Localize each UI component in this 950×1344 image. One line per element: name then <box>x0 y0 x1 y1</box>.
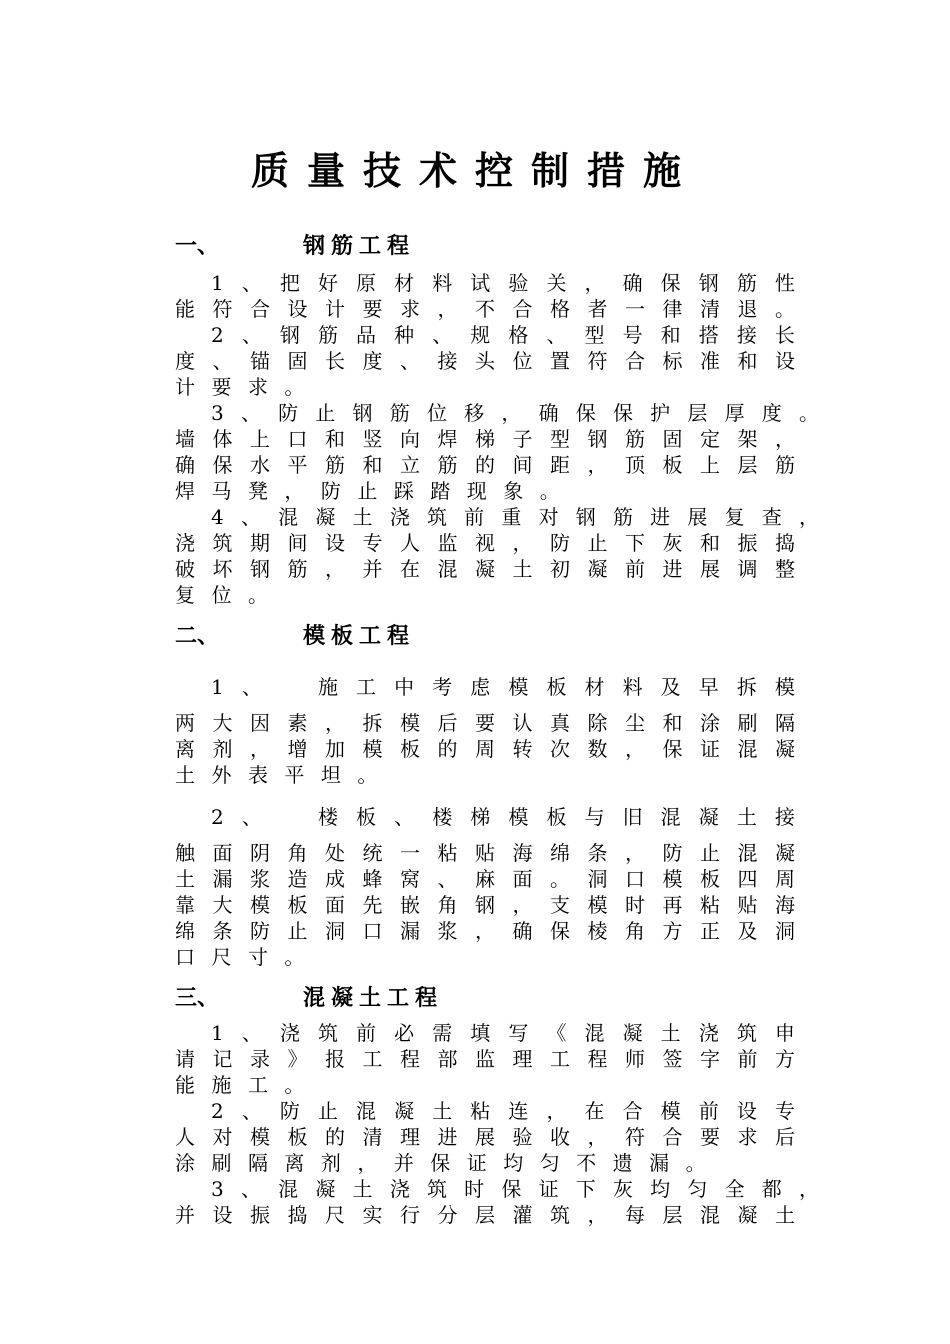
paragraph-line: 1 、 施 工 中 考 虑 模 板 材 料 及 早 拆 模 <box>211 675 795 699</box>
paragraph-line: 1 、 把 好 原 材 料 试 验 关 ， 确 保 钢 筋 性 <box>211 271 795 295</box>
paragraph-line: 两 大 因 素 ， 拆 模 后 要 认 真 除 尘 和 涂 刷 隔 <box>175 711 795 735</box>
section-heading <box>175 984 815 1012</box>
paragraph-line: 能 符 合 设 计 要 求 ， 不 合 格 者 一 律 清 退 。 <box>175 297 795 321</box>
paragraph-line: 墙 体 上 口 和 竖 向 焊 梯 子 型 钢 筋 固 定 架 ， <box>175 427 795 451</box>
section-heading-text: 模板工程 <box>303 623 416 649</box>
paragraph-line: 土 漏 浆 造 成 蜂 窝 、 麻 面 。 洞 口 模 板 四 周 <box>175 867 795 891</box>
paragraph-line: 确 保 水 平 筋 和 立 筋 的 间 距 ， 顶 板 上 层 筋 <box>175 453 795 477</box>
section-heading-text: 钢筋工程 <box>303 233 416 259</box>
paragraph-line: 破 坏 钢 筋 ， 并 在 混 凝 土 初 凝 前 进 展 调 整 <box>175 557 795 581</box>
paragraph-line: 2 、 钢 筋 品 种 、 规 格 、 型 号 和 搭 接 长 <box>211 323 795 347</box>
paragraph-line: 靠 大 模 板 面 先 嵌 角 钢 ， 支 模 时 再 粘 贴 海 <box>175 893 795 917</box>
section-heading <box>175 622 815 650</box>
paragraph-line: 绵 条 防 止 洞 口 漏 浆 ， 确 保 棱 角 方 正 及 洞 <box>175 919 795 943</box>
section-number: 三、 <box>175 985 220 1011</box>
paragraph-line: 1 、 浇 筑 前 必 需 填 写 《 混 凝 土 浇 筑 申 <box>211 1021 795 1045</box>
paragraph-line: 3 、 混 凝 土 浇 筑 时 保 证 下 灰 均 匀 全 都 ， <box>211 1177 819 1201</box>
paragraph-line: 触 面 阴 角 处 统 一 粘 贴 海 绵 条 ， 防 止 混 凝 <box>175 841 795 865</box>
paragraph-line: 请 记 录 》 报 工 程 部 监 理 工 程 师 签 字 前 方 <box>175 1047 795 1071</box>
paragraph-line: 土 外 表 平 坦 。 <box>175 763 378 787</box>
paragraph-line: 焊 马 凳 ， 防 止 踩 踏 现 象 。 <box>175 479 560 503</box>
paragraph-line: 口 尺 寸 。 <box>175 945 305 969</box>
section-number: 一、 <box>175 233 220 259</box>
paragraph-line: 复 位 。 <box>175 583 268 607</box>
paragraph-line: 4 、 混 凝 土 浇 筑 前 重 对 钢 筋 进 展 复 查 ， <box>211 505 819 529</box>
paragraph-line: 能 施 工 。 <box>175 1073 305 1097</box>
paragraph-line: 涂 刷 隔 离 剂 ， 并 保 证 均 匀 不 遗 漏 。 <box>175 1151 706 1175</box>
paragraph-line: 离 剂 ， 增 加 模 板 的 周 转 次 数 ， 保 证 混 凝 <box>175 737 795 761</box>
paragraph-line: 人 对 模 板 的 清 理 进 展 验 收 ， 符 合 要 求 后 <box>175 1125 795 1149</box>
document-title: 质量技术控制措施 <box>250 148 699 193</box>
paragraph-line: 2 、 楼 板 、 楼 梯 模 板 与 旧 混 凝 土 接 <box>211 805 795 829</box>
paragraph-line: 计 要 求 。 <box>175 375 305 399</box>
section-heading-text: 混凝土工程 <box>303 985 444 1011</box>
paragraph-line: 2 、 防 止 混 凝 土 粘 连 ， 在 合 模 前 设 专 <box>211 1099 795 1123</box>
section-number: 二、 <box>175 623 220 649</box>
section-heading <box>175 232 815 260</box>
paragraph-line: 3 、 防 止 钢 筋 位 移 ， 确 保 保 护 层 厚 度 。 <box>211 401 819 425</box>
paragraph-line: 并 设 振 捣 尺 实 行 分 层 灌 筑 ， 每 层 混 凝 土 <box>175 1203 795 1227</box>
paragraph-line: 浇 筑 期 间 设 专 人 监 视 ， 防 止 下 灰 和 振 捣 <box>175 531 795 555</box>
paragraph-line: 度 、 锚 固 长 度 、 接 头 位 置 符 合 标 准 和 设 <box>175 349 795 373</box>
